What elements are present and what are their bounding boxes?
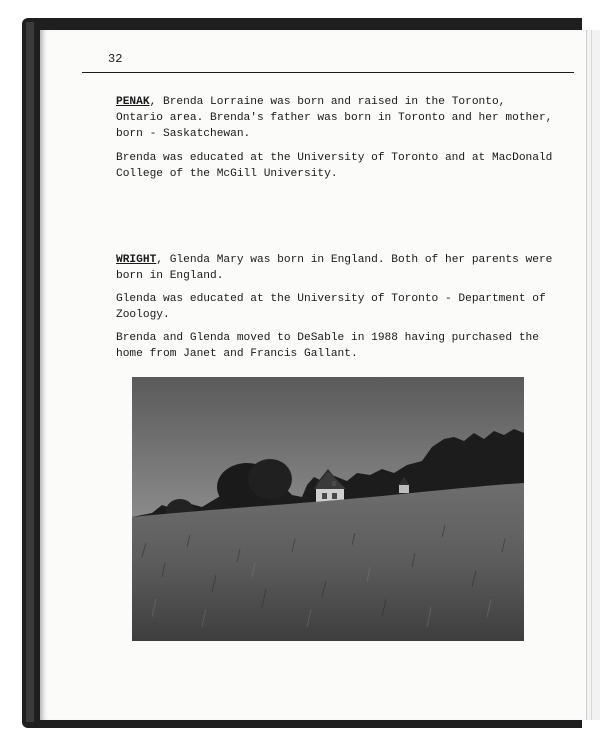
page-number: 32 <box>108 52 123 66</box>
entry-surname: PENAK <box>116 96 150 108</box>
entry-penak-paragraph-2: Brenda was educated at the University of Toronto and at MacDonald College of the McGill University. <box>116 152 553 180</box>
header-rule <box>82 72 574 73</box>
landscape-photo-icon <box>132 377 524 641</box>
entry-wright-paragraph-3: Brenda and Glenda moved to DeSable in 1988 having purchased the home from Janet and Francis Gallant. <box>116 332 539 360</box>
entry-wright-paragraph-2: Glenda was educated at the University of Toronto - Department of Zoology. <box>116 293 546 321</box>
entry-surname: WRIGHT <box>116 254 157 266</box>
entry-penak-paragraph-1 <box>116 94 556 142</box>
page-stack-edge <box>586 30 600 720</box>
entry-text: , Brenda Lorraine was born and raised in the Toronto, Ontario area. Brenda's father was born in Toronto and her mother, born - Saskatchewan. <box>116 96 553 140</box>
entry-text: , Glenda Mary was born in England. Both of her parents were born in England. <box>116 254 553 282</box>
landscape-photo <box>132 377 524 641</box>
binder-spine <box>26 22 34 722</box>
entry-wright-paragraph-1 <box>116 252 556 284</box>
